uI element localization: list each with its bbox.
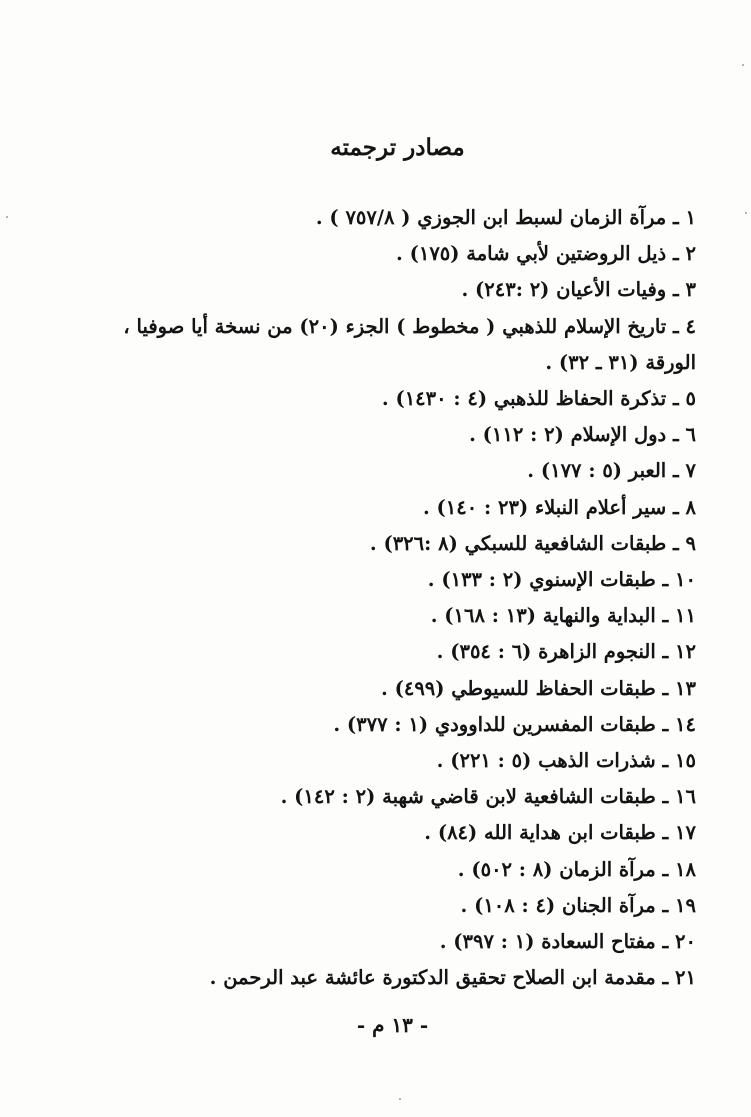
scan-speck: [742, 64, 744, 66]
list-item: ١٧ ـ طبقات ابن هداية الله (٨٤) .: [424, 821, 696, 845]
sources-list: [56, 200, 696, 996]
list-item: ٢١ ـ مقدمة ابن الصلاح تحقيق الدكتورة عائشة عبد الرحمن .: [209, 966, 696, 990]
list-item-line: ٤ ـ تاريخ الإسلام للذهبي ( مخطوط ) الجزء (٢٠) من نسخة أيا صوفيا ،: [123, 314, 696, 338]
scan-speck: [745, 212, 747, 214]
page-title: مصادر ترجمته: [330, 134, 465, 161]
list-item: ١٣ ـ طبقات الحفاظ للسيوطي (٤٩٩) .: [381, 676, 696, 700]
scan-speck: [6, 216, 8, 218]
list-item: ٣ ـ وفيات الأعيان (٢ :٢٤٣) .: [461, 278, 696, 302]
list-item: ١٢ ـ النجوم الزاهرة (٦ : ٣٥٤) .: [436, 640, 696, 664]
list-item: ١٠ ـ طبقات الإسنوي (٢ : ١٣٣) .: [427, 568, 696, 592]
list-item: ٩ ـ طبقات الشافعية للسبكي (٨ :٣٢٦) .: [369, 531, 696, 555]
list-item: ١٩ ـ مرآة الجنان (٤ : ١٠٨) .: [460, 893, 696, 917]
list-item: ١ ـ مرآة الزمان لسبط ابن الجوزي ( ٧٥٧/٨ ) .: [315, 206, 696, 229]
scan-speck: [399, 1098, 401, 1100]
list-item: ٢ ـ ذيل الروضتين لأبي شامة (١٧٥) .: [396, 242, 696, 266]
list-item-line: الورقة (٣١ ـ ٣٢) .: [545, 350, 696, 374]
list-item: ١٥ ـ شذرات الذهب (٥ : ٢٢١) .: [436, 749, 696, 773]
list-item: ٥ ـ تذكرة الحفاظ للذهبي (٤ : ١٤٣٠) .: [381, 387, 696, 411]
list-item: ٨ ـ سير أعلام النبلاء (٢٣ : ١٤٠) .: [422, 495, 696, 519]
list-item: ١١ ـ البداية والنهاية (١٣ : ١٦٨) .: [430, 604, 696, 628]
list-item: ٧ ـ العبر (٥ : ١٧٧) .: [527, 459, 696, 483]
list-item: ٦ ـ دول الإسلام (٢ : ١١٢) .: [469, 423, 696, 447]
list-item: ١٨ ـ مرآة الزمان (٨ : ٥٠٢) .: [457, 857, 696, 881]
list-item: ٢٠ ـ مفتاح السعادة (١ : ٣٩٧) .: [439, 930, 696, 954]
page-number: - ١٣ م -: [356, 1013, 429, 1037]
list-item: ١٦ ـ طبقات الشافعية لابن قاضي شهبة (٢ : ١٤٢) .: [280, 785, 696, 809]
list-item: [56, 309, 696, 381]
list-item: ١٤ ـ طبقات المفسرين للداوودي (١ : ٣٧٧) .: [333, 712, 696, 736]
